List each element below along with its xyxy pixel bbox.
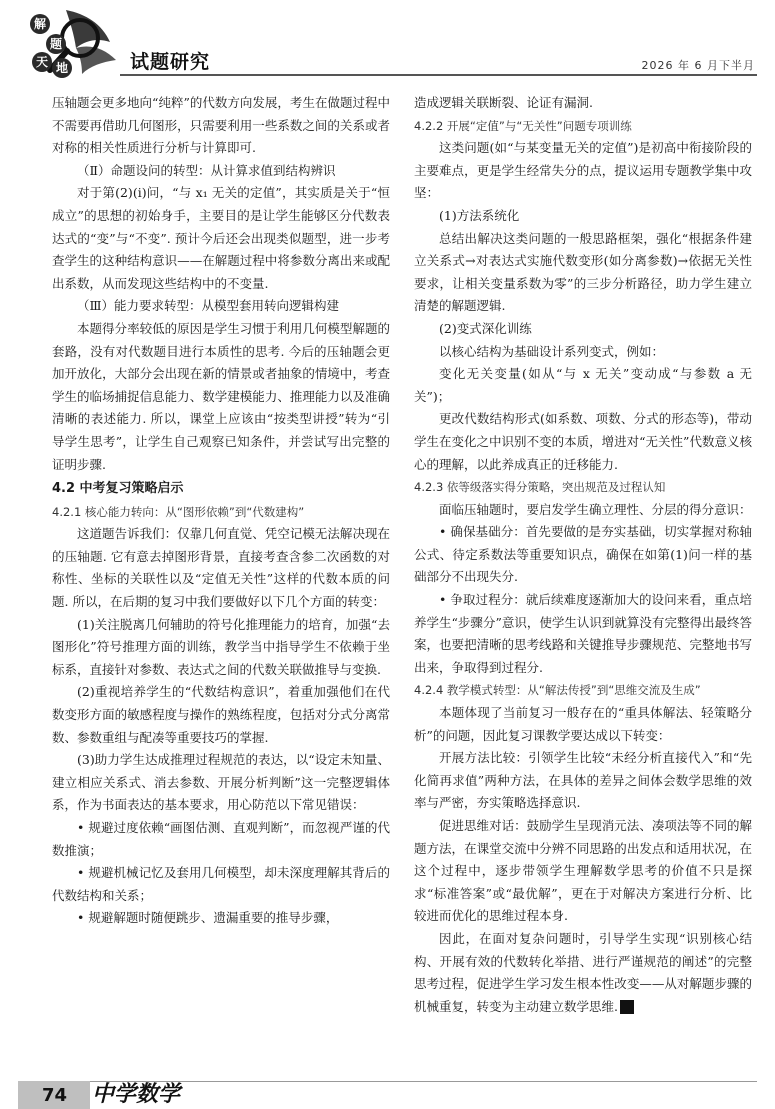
page-number: 74	[42, 1085, 68, 1106]
section-heading: 4.2 中考复习策略启示	[52, 481, 184, 497]
paragraph: 这道题告诉我们：仅靠几何直觉、凭空记模无法解决现在的压轴题. 它有意去掉图形背景，直接考查含参二次函数的对称性、坐标的关联性以及“定值无关性”这样的代数本质的问题. 所以，在后期的复习中我们要做好以下几个方面的转变：	[52, 526, 390, 610]
issue-date: 2026 年 6 月下半月	[641, 59, 755, 72]
subheading: (2)变式深化训练	[439, 320, 532, 336]
section-title: 试题研究	[130, 51, 211, 73]
bullet-item: • 确保基础分：首先要做的是夯实基础，切实掌握对称轴公式、待定系数法等重要知识点，确保在如第(1)问一样的基础部分不出现失分.	[414, 524, 752, 585]
paragraph: 面临压轴题时，要启发学生确立理性、分层的得分意识：	[439, 501, 752, 517]
paragraph: 这类问题(如“与某变量无关的定值”)是初高中衔接阶段的主要难点，更是学生经常失分的点，提议运用专题教学集中攻坚：	[414, 140, 752, 201]
right-column	[414, 92, 752, 1018]
paragraph: 开展方法比较：引领学生比较“未经分析直接代入”和“先化简再求值”两种方法，在具体的差异之间体会数学思维的效率与严密，夯实策略选择意识.	[414, 750, 752, 811]
subsection-heading: 4.2.3 依等级落实得分策略，突出规范及过程认知	[414, 480, 666, 495]
subsection-heading: 4.2.4 教学模式转型：从“解法传授”到“思维交流及生成”	[414, 683, 701, 698]
paragraph: 促进思维对话：鼓励学生呈现消元法、凑项法等不同的解题方法，在课堂交流中分辨不同思路的出发点和适用状况，在这个过程中，逐步带领学生理解数学思考的价值不只是探求“标准答案”或“最优解”，更在于对解决方案进行分析、比较进而优化的思维过程本身.	[414, 818, 752, 924]
closing-paragraph-text: 因此，在面对复杂问题时，引导学生实现“识别核心结构、开展有效的代数转化举措、进行严谨规范的阐述”的完整思考过程，促进学生学习发生根本性改变——从对解题步骤的机械重复，转变为主动建立数学思维.	[414, 930, 752, 1014]
subheading: （Ⅲ）能力要求转型：从模型套用转向逻辑构建	[77, 298, 340, 314]
page-number-box	[18, 1081, 90, 1109]
badge-char: 地	[52, 58, 72, 78]
paragraph: 造成逻辑关联断裂、论证有漏洞.	[414, 95, 593, 110]
subsection-heading: 4.2.1 核心能力转向：从“图形依赖”到“代数建构”	[52, 504, 305, 519]
subheading: （Ⅱ）命题设问的转型：从计算求值到结构辨识	[77, 162, 336, 178]
bullet-item: • 争取过程分：就后续难度逐渐加大的设问来看，重点培养学生“步骤分”意识，使学生认识到就算没有完整得出最终答案，也要把清晰的思考线路和关键推导步骤规范、完整地书写出来，争取得到过程分.	[414, 592, 752, 675]
paragraph: (3)助力学生达成推理过程规范的表达，以“设定未知量、建立相应关系式、消去参数、开展分析判断”这一完整逻辑体系，作为书面表达的基本要求，用心防范以下常见错误：	[52, 752, 390, 813]
paragraph: 本题体现了当前复习一般存在的“重具体解法、轻策略分析”的问题，因此复习课教学要达成以下转变：	[414, 705, 752, 743]
paragraph: 本题得分率较低的原因是学生习惯于利用几何模型解题的套路，没有对代数题目进行本质性的思考. 今后的压轴题会更加开放化，大部分会出现在新的情景或者抽象的情境中，考查学生的临场捕捉信息能力、数学建模能力、推理能力以及准确清晰的表述能力. 所以，课堂上应该由“按类型讲授”转为“引导学生思考”，让学生自己观察已知条件，并尝试写出完整的证明步骤.	[52, 320, 390, 472]
paragraph: 更改代数结构形式(如系数、项数、分式的形态等)，带动学生在变化之中识别不变的本质，增进对“无关性”代数意义核心的理解，以此养成真正的迁移能力.	[414, 411, 752, 472]
end-mark-icon: Z	[620, 1000, 634, 1014]
paragraph: 变化无关变量(如从“与 x 无关”变动成“与参数 a 无关”)；	[414, 366, 752, 404]
paragraph: 以核心结构为基础设计系列变式，例如：	[439, 343, 665, 359]
bullet-item: • 规避机械记忆及套用几何模型，却未深度理解其背后的代数结构和关系；	[52, 865, 390, 903]
paragraph: (1)关注脱离几何辅助的符号化推理能力的培育，加强“去图形化”符号推理方面的训练，教学当中指导学生不依赖于坐标系，直接针对参数、表达式之间的代数关联做推导与变换.	[52, 616, 390, 677]
badge-char: 天	[32, 52, 52, 72]
paragraph: 总结出解决这类问题的一般思路框架，强化“根据条件建立关系式→对表达式实施代数变形(如分离参数)→依据无关性要求，让相关变量系数为零”的三步分析路径，助力学生建立清楚的解题逻辑.	[414, 230, 752, 314]
subheading: (1)方法系统化	[439, 207, 520, 223]
page-header	[0, 0, 775, 80]
subsection-heading: 4.2.2 开展“定值”与“无关性”问题专项训练	[414, 118, 632, 133]
paragraph: 压轴题会更多地向“纯粹”的代数方向发展，考生在做题过程中不需要再借助几何图形，只需要利用一些系数之间的关系或者对称的相关性质进行分析与计算即可.	[52, 95, 390, 156]
journal-name: 中学数学	[92, 1081, 181, 1107]
bullet-item: • 规避解题时随便跳步、遗漏重要的推导步骤，	[77, 910, 339, 926]
badge-char: 题	[46, 34, 66, 54]
badge-char: 解	[30, 14, 50, 34]
paragraph	[414, 928, 752, 1018]
paragraph: (2)重视培养学生的“代数结构意识”，着重加强他们在代数变形方面的敏感程度与操作的熟练程度，包括对分式分离常数、参数重组与配凑等重要技巧的掌握.	[52, 684, 390, 745]
header-rule	[120, 74, 757, 76]
left-column	[52, 92, 390, 930]
bullet-item: • 规避过度依赖“画图估测、直观判断”，而忽视严谨的代数推演；	[52, 820, 390, 858]
paragraph: 对于第(2)(i)问，“与 x₁ 无关的定值”，其实质是关于“恒成立”的思想的初始身手，主要目的是让学生能够区分代数表达式的“变”与“不变”. 预计今后还会出现类似题型，进一步考查学生的这种结构意识——在解题过程中将参数分离出来或配出系数，从而发现这些结构中的不变量.	[52, 185, 390, 291]
